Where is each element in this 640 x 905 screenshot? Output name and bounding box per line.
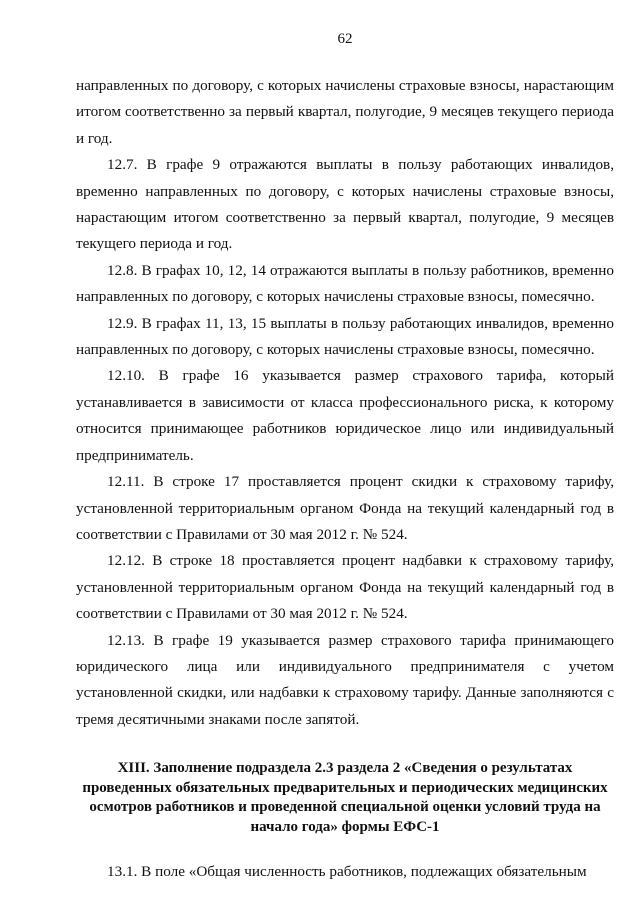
paragraph-12-8: 12.8. В графах 10, 12, 14 отражаются выплаты в пользу работников, временно направленных по договору, с которых начислены страховые взносы, помесячно. (76, 261, 614, 306)
section-heading-line: XIII. Заполнение подраздела 2.3 раздела 2 «Сведения о результатах (117, 760, 573, 777)
paragraph-12-12: 12.12. В строке 18 проставляется процент надбавки к страховому тарифу, установленной территориальным органом Фонда на текущий календарный год в соответствии с Правилами от 30 мая 2012 г. № 524. (76, 552, 614, 623)
page-number: 62 (337, 31, 353, 47)
paragraph-13-1: 13.1. В поле «Общая численность работников, подлежащих обязательным (107, 863, 587, 881)
paragraph-12-11: 12.11. В строке 17 проставляется процент скидки к страховому тарифу, установленной территориальным органом Фонда на текущий календарный год в соответствии с Правилами от 30 мая 2012 г. № 524. (76, 473, 614, 543)
paragraph-12-10: 12.10. В графе 16 указывается размер страхового тарифа, который устанавливается в зависимости от класса профессионального риска, к которому относится принимающее работников юридическое лицо или индивидуальный предприниматель. (76, 367, 614, 464)
document-page (76, 28, 614, 886)
section-heading-line: осмотров работников и проведенной специальной оценки условий труда на (89, 799, 601, 816)
section-heading-line: проведенных обязательных предварительных и периодических медицинских (82, 779, 608, 796)
section-heading-line: начало года» формы ЕФС-1 (250, 818, 440, 835)
paragraph-12-7: 12.7. В графе 9 отражаются выплаты в пользу работающих инвалидов, временно направленных по договору, с которых начислены страховые взносы, нарастающим итогом соответственно за первый квартал, полугодие, 9 месяцев текущего периода и год. (76, 156, 614, 253)
paragraph-12-13: 12.13. В графе 19 указывается размер страхового тарифа принимающего юридического лица или индивидуального предпринимателя с учетом установленной скидки, или надбавки к страховому тарифу. Данные заполняются с тремя десятичными знаками после запятой. (76, 631, 614, 728)
paragraph-continuation: направленных по договору, с которых начислены страховые взносы, нарастающим итогом соответственно за первый квартал, полугодие, 9 месяцев текущего периода и год. (76, 77, 614, 147)
paragraph-12-9: 12.9. В графах 11, 13, 15 выплаты в пользу работающих инвалидов, временно направленных по договору, с которых начислены страховые взносы, помесячно. (76, 314, 614, 359)
section-heading-xiii (76, 759, 614, 837)
